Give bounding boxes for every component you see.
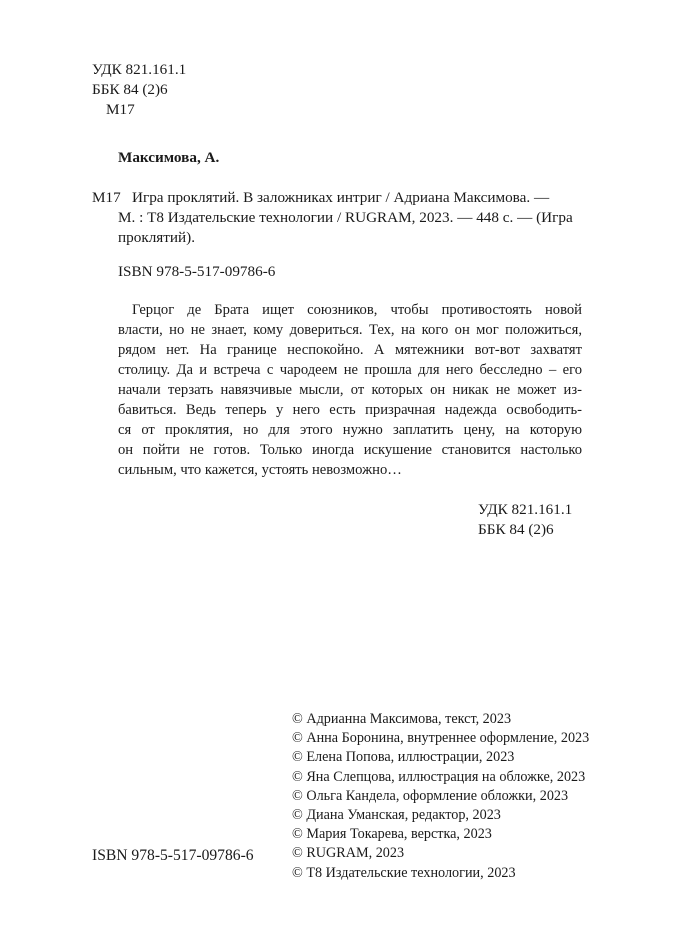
annotation-line: рядом нет. На границе неспокойно. А мятежники вот-вот захватят xyxy=(118,342,582,358)
copyright-item: © Диана Уманская, редактор, 2023 xyxy=(292,807,501,824)
catalog-entry xyxy=(92,188,620,248)
annotation xyxy=(118,300,582,480)
copyright-item: © Елена Попова, иллюстрации, 2023 xyxy=(292,749,515,766)
bottom-codes xyxy=(478,500,572,540)
catalog-line-2: М. : Т8 Издательские технологии / RUGRAM, 2023. — 448 с. — (Игра xyxy=(118,209,573,226)
isbn-bottom: ISBN 978-5-517-09786-6 xyxy=(92,847,254,864)
annotation-line: начали терзать навязчивые мысли, от которых он никак не может из- xyxy=(118,382,582,398)
copyright-item: © RUGRAM, 2023 xyxy=(292,845,405,862)
annotation-line: сильным, что кажется, устоять невозможно… xyxy=(118,462,402,478)
author-mark: М17 xyxy=(106,101,135,118)
bbk-code-bottom: ББК 84 (2)6 xyxy=(478,521,554,538)
annotation-line: ся от проклятия, но для этого нужно заплатить цену, на которую xyxy=(118,422,582,438)
annotation-line: власти, но не знает, кому довериться. Тех, на кого он мог положиться, xyxy=(118,322,582,338)
top-codes xyxy=(92,60,186,120)
bbk-code: ББК 84 (2)6 xyxy=(92,81,168,98)
catalog-mark: М17 xyxy=(92,189,121,206)
isbn-entry: ISBN 978-5-517-09786-6 xyxy=(118,263,276,280)
author-heading: Максимова, А. xyxy=(118,149,220,166)
copyright-list xyxy=(292,710,589,883)
copyright-item: © Т8 Издательские технологии, 2023 xyxy=(292,864,516,881)
copyright-item: © Мария Токарева, верстка, 2023 xyxy=(292,826,492,843)
copyright-item: © Ольга Кандела, оформление обложки, 2023 xyxy=(292,787,569,804)
catalog-line-1: Игра проклятий. В заложниках интриг / Адриана Максимова. — xyxy=(132,189,550,206)
catalog-line-3: проклятий). xyxy=(118,229,196,246)
annotation-line: столицу. Да и встреча с чародеем не прошла для него бесследно – его xyxy=(118,362,582,378)
annotation-line: Герцог де Брата ищет союзников, чтобы противостоять новой xyxy=(132,302,582,318)
annotation-line: бавиться. Ведь теперь у него есть призрачная надежда освободить- xyxy=(118,402,582,418)
annotation-line: он пойти не готов. Только иногда искушение становится настолько xyxy=(118,442,582,458)
copyright-item: © Адрианна Максимова, текст, 2023 xyxy=(292,711,512,727)
udk-code: УДК 821.161.1 xyxy=(92,61,187,78)
copyright-item: © Анна Боронина, внутреннее оформление, 2023 xyxy=(292,730,590,747)
copyright-item: © Яна Слепцова, иллюстрация на обложке, 2023 xyxy=(292,768,586,785)
udk-code-bottom: УДК 821.161.1 xyxy=(478,501,573,518)
